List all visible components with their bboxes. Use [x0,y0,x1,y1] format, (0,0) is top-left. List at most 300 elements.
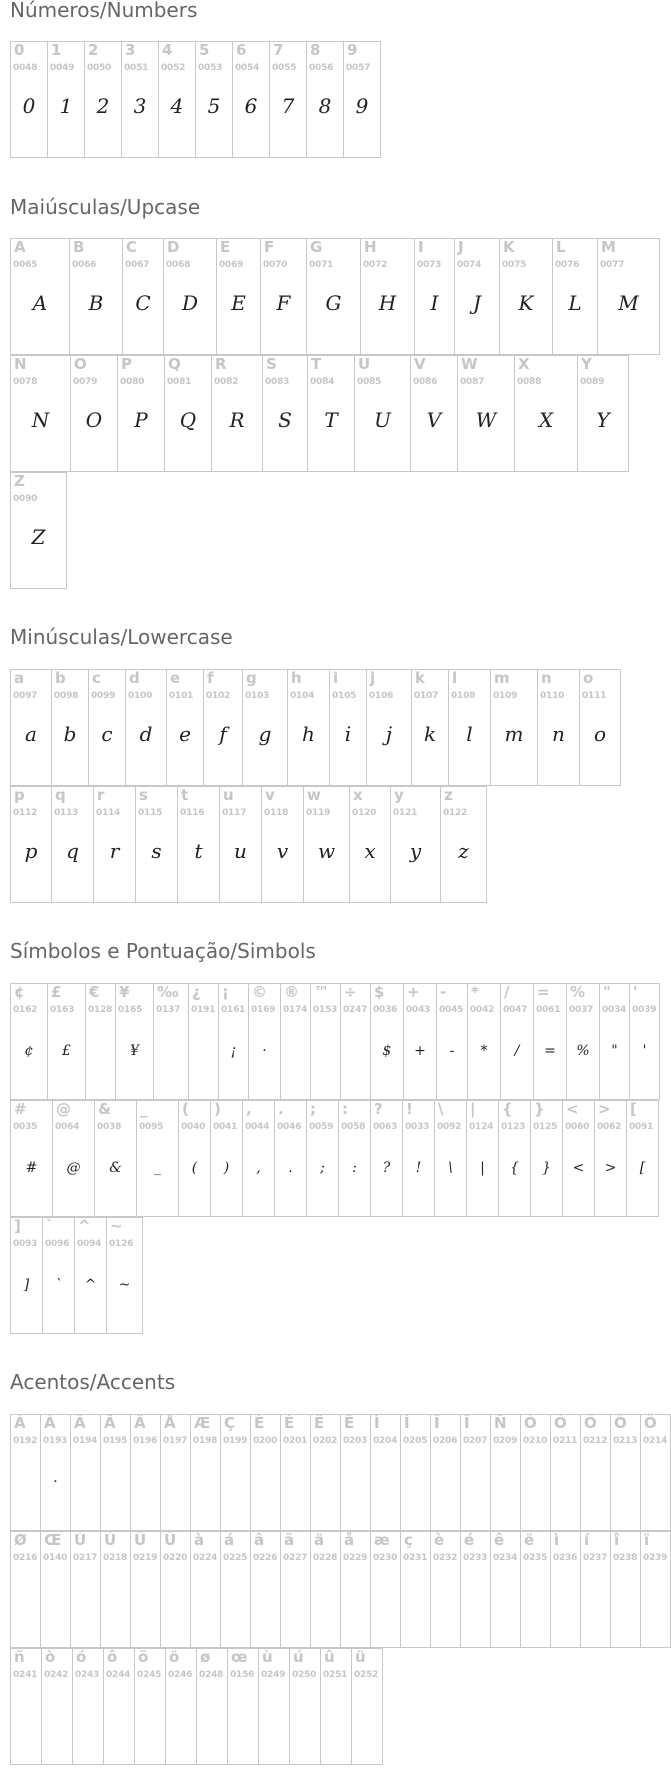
glyph-cell [134,1648,166,1765]
character-label: a [14,669,25,687]
glyph-sample: L [568,291,582,315]
code-point: 0098 [54,691,79,701]
glyph-sample: x [364,839,376,863]
character-label: : [342,1100,348,1118]
code-point: 0033 [405,1122,430,1132]
character-label: ù [262,1648,273,1666]
glyph-cell [51,786,94,903]
character-label: . [278,1100,284,1118]
glyph-sample: [ [639,1160,646,1176]
glyph-sample: , [256,1160,261,1176]
glyph-cell [10,472,67,589]
character-label: R [215,355,227,373]
character-label: Â [74,1414,86,1432]
character-label: n [541,669,552,687]
character-label: g [246,669,257,687]
glyph-row [10,983,659,1100]
code-point: 0198 [193,1436,218,1446]
code-point: 0217 [73,1553,98,1563]
character-label: z [444,786,453,804]
glyph-sample: / [514,1043,520,1059]
character-label: Û [134,1531,147,1549]
character-label: î [614,1531,620,1549]
code-point: 0245 [137,1670,162,1680]
code-point: 0202 [313,1436,338,1446]
glyph-cell [597,238,660,355]
character-label: 5 [199,41,210,59]
glyph-cell [10,1414,41,1531]
character-label: ^ [78,1217,91,1235]
character-label: [ [630,1100,637,1118]
character-label: Q [168,355,181,373]
code-point: 0246 [168,1670,193,1680]
glyph-cell [340,1531,371,1648]
code-point: 0078 [13,377,38,387]
character-label: Î [434,1414,440,1432]
glyph-cell [178,1100,211,1217]
character-label: t [181,786,189,804]
code-point: 0125 [533,1122,558,1132]
character-label: X [518,355,530,373]
glyph-cell [250,1531,281,1648]
glyph-cell [370,1531,401,1648]
code-point: 0067 [125,260,150,270]
code-point: 0091 [629,1122,654,1132]
code-point: 0216 [13,1553,38,1563]
code-point: 0225 [223,1553,248,1563]
code-point: 0106 [369,691,394,701]
code-point: 0126 [109,1239,134,1249]
glyph-sample: % [576,1043,590,1059]
code-point: 0103 [245,691,270,701]
character-label: Ç [224,1414,236,1432]
glyph-sample: > [604,1160,617,1176]
glyph-row [10,472,66,589]
glyph-cell [466,1100,499,1217]
character-label: P [121,355,132,373]
glyph-sample: p [24,839,38,863]
glyph-cell [10,238,70,355]
glyph-cell [10,669,52,786]
glyph-sample: C [135,291,151,315]
glyph-sample: ¥ [130,1043,139,1059]
glyph-sample: + [414,1043,426,1059]
character-label: ) [214,1100,221,1118]
code-point: 0043 [406,1005,431,1015]
glyph-cell [216,238,261,355]
glyph-cell [232,41,270,158]
code-point: 0036 [373,1005,398,1015]
code-point: 0212 [583,1436,608,1446]
glyph-cell [74,1217,107,1334]
glyph-sample: M [618,291,639,315]
glyph-sample: O [85,408,103,432]
code-point: 0122 [443,808,468,818]
glyph-sample: : [352,1160,357,1176]
glyph-sample: j [385,722,393,746]
character-label: @ [56,1100,71,1118]
glyph-cell [94,1100,137,1217]
glyph-sample: i [344,722,352,746]
glyph-cell [51,669,89,786]
code-point: 0034 [602,1005,627,1015]
glyph-sample: ] [23,1277,30,1293]
character-label: 8 [310,41,321,59]
character-label: 0 [14,41,25,59]
glyph-cell [280,983,311,1100]
glyph-sample: ~ [118,1277,131,1293]
glyph-cell [467,983,501,1100]
code-point: 0241 [13,1670,38,1680]
character-label: = [537,983,550,1001]
code-point: 0075 [502,260,527,270]
glyph-cell [414,238,455,355]
glyph-sample: _ [154,1160,161,1176]
code-point: 0119 [306,808,331,818]
code-point: 0248 [199,1670,224,1680]
code-point: 0089 [580,377,605,387]
character-label: Ú [104,1531,117,1549]
code-point: 0058 [341,1122,366,1132]
glyph-row [10,1648,382,1765]
glyph-cell [310,983,341,1100]
character-label: ¿ [192,983,201,1001]
glyph-cell [448,669,491,786]
code-point: 0085 [357,377,382,387]
glyph-sample: a [25,722,37,746]
character-label: K [503,238,515,256]
character-label: - [440,983,447,1001]
character-label: f [207,669,214,687]
character-label: E [220,238,231,256]
glyph-row [10,355,628,472]
character-label: Ì [374,1414,380,1432]
character-label: C [126,238,138,256]
glyph-cell [640,1414,671,1531]
character-label: Ü [164,1531,177,1549]
glyph-sample: N [31,408,50,432]
code-point: 0061 [536,1005,561,1015]
glyph-sample: Z [31,525,46,549]
character-label: ï [644,1531,650,1549]
character-label: q [55,786,66,804]
character-label: > [598,1100,611,1118]
character-label: ü [355,1648,366,1666]
glyph-sample: X [538,408,554,432]
glyph-cell [10,41,48,158]
character-label: ö [169,1648,180,1666]
code-point: 0252 [354,1670,379,1680]
glyph-sample: o [593,722,607,746]
code-point: 0092 [437,1122,462,1132]
glyph-sample: J [472,291,482,315]
code-point: 0040 [181,1122,206,1132]
glyph-cell [626,1100,659,1217]
glyph-cell [610,1414,641,1531]
glyph-cell [550,1531,581,1648]
glyph-cell [402,1100,435,1217]
glyph-cell [577,355,629,472]
glyph-sample: b [63,722,77,746]
glyph-cell [490,669,538,786]
code-point: 0237 [583,1553,608,1563]
code-point: 0046 [277,1122,302,1132]
glyph-row [10,786,486,903]
glyph-cell [163,238,217,355]
glyph-sample: w [317,839,336,863]
code-point: 0118 [264,808,289,818]
character-label: ä [314,1531,325,1549]
glyph-cell [10,1531,41,1648]
character-label: O [74,355,87,373]
character-label: ' [633,983,638,1001]
code-point: 0219 [133,1553,158,1563]
character-label: ` [46,1217,54,1235]
character-label: © [252,983,267,1001]
code-point: 0088 [517,377,542,387]
glyph-cell [580,1531,611,1648]
character-label: M [601,238,616,256]
glyph-cell [70,355,118,472]
glyph-cell [306,1100,339,1217]
code-point: 0062 [597,1122,622,1132]
character-label: õ [138,1648,149,1666]
character-label: £ [51,983,62,1001]
character-label: Õ [614,1414,627,1432]
code-point: 0053 [198,63,223,73]
glyph-sample: B [88,291,104,315]
code-point: 0104 [290,691,315,701]
code-point: 0110 [540,691,565,701]
glyph-sample: 9 [355,94,369,118]
character-label: ó [76,1648,87,1666]
glyph-sample: ! [415,1160,422,1176]
glyph-cell [190,1414,221,1531]
code-point: 0227 [283,1553,308,1563]
code-point: 0233 [463,1553,488,1563]
character-label: H [364,238,377,256]
character-label: x [353,786,363,804]
character-label: È [254,1414,265,1432]
glyph-cell [165,1648,197,1765]
glyph-cell [440,786,487,903]
character-label: € [89,983,100,1001]
glyph-cell [10,1217,43,1334]
glyph-sample: T [324,408,338,432]
character-label: v [265,786,275,804]
glyph-cell [514,355,578,472]
glyph-cell [85,983,116,1100]
glyph-cell [195,41,233,158]
glyph-cell [610,1531,641,1648]
glyph-sample: ^ [84,1277,97,1293]
character-label: i [333,669,339,687]
glyph-sample: = [544,1043,556,1059]
glyph-cell [164,355,212,472]
glyph-cell [289,1648,321,1765]
character-label: ç [404,1531,413,1549]
glyph-cell [242,1100,275,1217]
glyph-cell [490,1531,521,1648]
glyph-row [10,1531,670,1648]
glyph-cell [400,1531,431,1648]
glyph-cell [218,983,249,1100]
glyph-cell [188,983,219,1100]
character-label: l [452,669,458,687]
glyph-cell [136,1100,179,1217]
character-label: I [418,238,424,256]
character-label: k [415,669,425,687]
code-point: 0080 [120,377,145,387]
glyph-sample: - [449,1043,455,1059]
glyph-row [10,1414,670,1531]
glyph-cell [203,669,243,786]
glyph-sample: h [302,722,315,746]
glyph-sample: { [510,1160,519,1176]
glyph-cell [280,1414,311,1531]
character-label: ! [406,1100,413,1118]
code-point: 0236 [553,1553,578,1563]
glyph-cell [160,1414,191,1531]
glyph-cell [580,1414,611,1531]
code-point: 0238 [613,1553,638,1563]
code-point: 0231 [403,1553,428,1563]
glyph-cell [550,1414,581,1531]
character-label: # [14,1100,27,1118]
code-point: 0076 [555,260,580,270]
glyph-sample: & [109,1160,122,1176]
glyph-sample: A [32,291,48,315]
code-point: 0114 [96,808,121,818]
code-point: 0224 [193,1553,218,1563]
code-point: 0239 [643,1553,668,1563]
code-point: 0111 [582,691,607,701]
character-label: { [502,1100,513,1118]
glyph-sample: ( [191,1160,198,1176]
character-label: ë [524,1531,535,1549]
glyph-cell [500,983,534,1100]
glyph-cell [130,1531,161,1648]
glyph-cell [69,238,123,355]
code-point: 0205 [403,1436,428,1446]
glyph-cell [258,1648,290,1765]
glyph-sample: r [109,839,120,863]
glyph-cell [594,1100,627,1217]
glyph-cell [42,1217,75,1334]
character-label: å [344,1531,355,1549]
glyph-sample: m [504,722,524,746]
glyph-cell [220,1414,251,1531]
glyph-sample: Y [596,408,610,432]
code-point: 0194 [73,1436,98,1446]
glyph-cell [10,1648,42,1765]
code-point: 0052 [161,63,186,73]
code-point: 0083 [265,377,290,387]
character-label: ¥ [119,983,130,1001]
character-label: V [414,355,426,373]
glyph-sample: ¡ [230,1043,237,1059]
code-point: 0079 [73,377,98,387]
code-point: 0042 [470,1005,495,1015]
code-point: 0048 [13,63,38,73]
character-label: G [310,238,323,256]
glyph-sample: c [101,722,113,746]
code-point: 0050 [87,63,112,73]
glyph-cell [40,1531,71,1648]
glyph-sample: * [480,1043,488,1059]
code-point: 0204 [373,1436,398,1446]
glyph-sample: 4 [170,94,184,118]
glyph-row [10,1217,142,1334]
glyph-cell [370,983,404,1100]
code-point: 0162 [13,1005,38,1015]
code-point: 0232 [433,1553,458,1563]
code-point: 0107 [414,691,439,701]
code-point: 0064 [55,1122,80,1132]
character-label: ~ [110,1217,123,1235]
code-point: 0230 [373,1553,398,1563]
code-point: 0153 [313,1005,338,1015]
code-point: 0195 [103,1436,128,1446]
character-label: ] [14,1217,21,1235]
character-label: S [266,355,277,373]
character-label: Ã [104,1414,116,1432]
glyph-cell [117,355,165,472]
glyph-cell [629,983,660,1100]
glyph-cell [552,238,598,355]
character-label: Æ [194,1414,211,1432]
glyph-sample: W [475,408,497,432]
glyph-sample: } [542,1160,551,1176]
code-point: 0117 [222,808,247,818]
character-label: h [291,669,302,687]
code-point: 0045 [439,1005,464,1015]
glyph-cell [125,669,167,786]
glyph-sample: . [288,1160,293,1176]
character-label: _ [140,1100,148,1118]
glyph-cell [219,786,262,903]
code-point: 0069 [219,260,244,270]
character-label: Ò [524,1414,537,1432]
character-label: û [324,1648,335,1666]
character-label: ì [554,1531,560,1549]
glyph-cell [280,1531,311,1648]
glyph-cell [307,355,355,472]
character-label: J [458,238,464,256]
glyph-sample: " [611,1043,618,1059]
character-label: Í [404,1414,410,1432]
code-point: 0213 [613,1436,638,1446]
code-point: 0056 [309,63,334,73]
character-label: d [129,669,140,687]
character-label: ÷ [344,983,357,1001]
character-label: ê [494,1531,505,1549]
code-point: 0057 [346,63,371,73]
character-label: $ [374,983,385,1001]
glyph-sample: · [53,1474,58,1490]
code-point: 0066 [72,260,97,270]
character-label: T [311,355,322,373]
code-point: 0070 [263,260,288,270]
glyph-cell [566,983,600,1100]
glyph-sample: 0 [22,94,36,118]
code-point: 0084 [310,377,335,387]
glyph-sample: R [229,408,245,432]
character-label: ‰ [157,983,179,1001]
glyph-cell [360,238,415,355]
code-point: 0087 [460,377,485,387]
glyph-cell [250,1414,281,1531]
